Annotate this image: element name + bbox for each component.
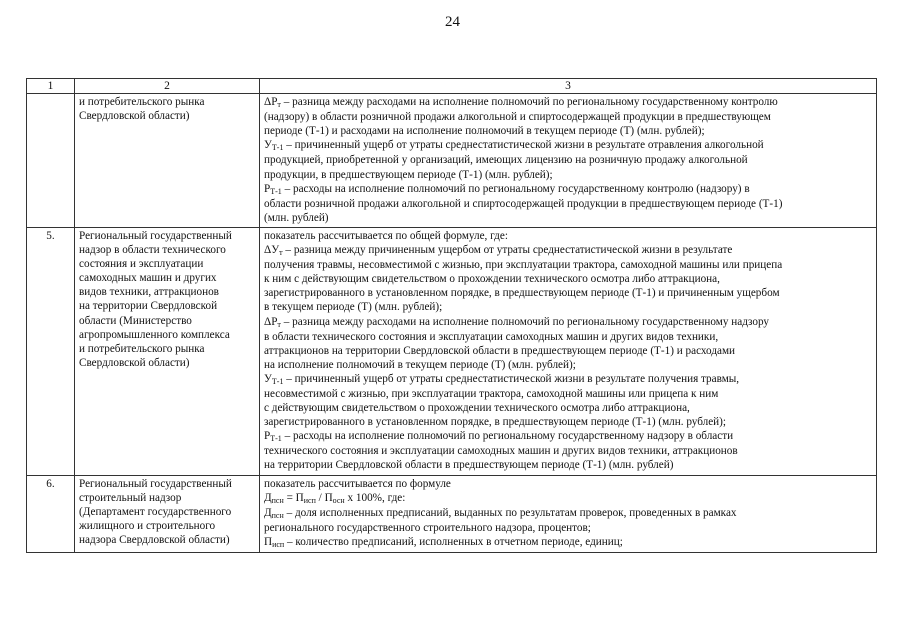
row-name-line: и потребительского рынка [79,96,205,109]
page-number: 24 [445,14,460,30]
symbol: $\Delta У_т$ [264,244,283,258]
definition-item: $Д_{псн}$ – доля исполненных предписаний, выданных по результатам проверок, проведенных в рамках регионального государственного строительного надзора, процентов; [264,506,737,534]
definition-item: $\Delta Р_т$ – разница между расходами на исполнение полномочий по региональному государственному контролю (надзору) в области розничной продажи алкогольной и спиртосодержащей продукции в предшествующем периоде (Т-1) и расходами на исполнение полномочий в текущем периоде (Т) (млн. рублей); [264,96,778,138]
row-description [260,227,877,475]
row-number: 5. [27,227,75,475]
row-name-line: Свердловской области) [79,110,190,123]
table-row [27,475,877,552]
row-name [75,94,260,228]
definition-item: $П_{исп}$ – количество предписаний, исполненных в отчетном периоде, единиц; [264,535,623,549]
row-number [27,94,75,228]
table-row [27,227,877,475]
definition-item: $Р_{Т-1}$ – расходы на исполнение полномочий по региональному государственному надзору в области технического состояния и эксплуатации самоходных машин и других видов техники, аттракционов на территории Свердловской области в предшествующем периоде (Т-1) (млн. рублей) [264,430,738,472]
definition-item: $У_{Т-1}$ – причиненный ущерб от утраты среднестатистической жизни в результате отравления алкогольной продукцией, приобретенной у организаций, имеющих лицензию на розничную продажу алкогольной продукции, в предшествующем периоде (Т-1) (млн. рублей); [264,139,764,181]
symbol: $Р_{Т-1}$ [264,430,282,444]
symbol: $У_{Т-1}$ [264,139,284,153]
row-number: 6. [27,475,75,552]
header-col-2: 2 [75,79,260,94]
symbol: $У_{Т-1}$ [264,372,284,386]
row-name: Региональный государственный строительный надзор (Департамент государственного жилищного и строительного надзора Свердловской области) [75,475,260,552]
symbol: $Д_{псн}$ [264,506,284,520]
header-col-3: 3 [260,79,877,94]
symbol: $П_{исп}$ [264,535,285,549]
symbol: $\Delta Р_т$ [264,96,281,110]
table-row [27,94,877,228]
header-col-1: 1 [27,79,75,94]
row-description [260,94,877,228]
symbol: $Р_{Т-1}$ [264,182,282,196]
formula: $Д_{псн} = П_{исп} / П_{осн}$ х 100%, где: [264,491,406,505]
definition-item: $\Delta У_т$ – разница между причиненным ущербом от утраты среднестатистической жизни в результате получения травмы, несовместимой с жизнью, при эксплуатации трактора, самоходной машины или прицепа к ним с действующим свидетельством о прохождении технического осмотра либо аттракциона, зарегистрированного в установленном порядке, в предшествующем периоде (Т-1) и причиненным ущербом в текущем периоде (Т) (млн. рублей); [264,244,783,314]
row-name: Региональный государственный надзор в области технического состояния и эксплуатации самоходных машин и других видов техники, аттракционов на территории Свердловской области (Министерство агропромышленного комплекса и потребительского рынка Свердловской области) [75,227,260,475]
definition-item: $У_{Т-1}$ – причиненный ущерб от утраты среднестатистической жизни в результате получения травмы, несовместимой с жизнью, при эксплуатации трактора, самоходной машины или прицепа к ним с действующим свидетельством о прохождении технического осмотра либо аттракциона, зарегистрированного в установленном порядке, в предшествующем периоде (Т-1) (млн. рублей); [264,372,740,429]
formula-intro: показатель рассчитывается по формуле [264,477,451,490]
definition-item: $Р_{Т-1}$ – расходы на исполнение полномочий по региональному государственному контролю (надзору) в области розничной продажи алкогольной и спиртосодержащей продукции в предшествующем периоде (Т-1) (млн. рублей) [264,182,783,224]
symbol: $\Delta Р_т$ [264,315,281,329]
row-description [260,475,877,552]
indicators-table [26,78,877,553]
table-header [27,79,877,94]
formula-intro: показатель рассчитывается по общей формуле, где: [264,229,508,242]
definition-item: $\Delta Р_т$ – разница между расходами на исполнение полномочий по региональному государственному надзору в области технического состояния и эксплуатации самоходных машин и других видов техники, аттракционов на территории Свердловской области в предшествующем периоде (Т-1) и расходами на исполнение полномочий в текущем периоде (Т) (млн. рублей); [264,315,770,371]
